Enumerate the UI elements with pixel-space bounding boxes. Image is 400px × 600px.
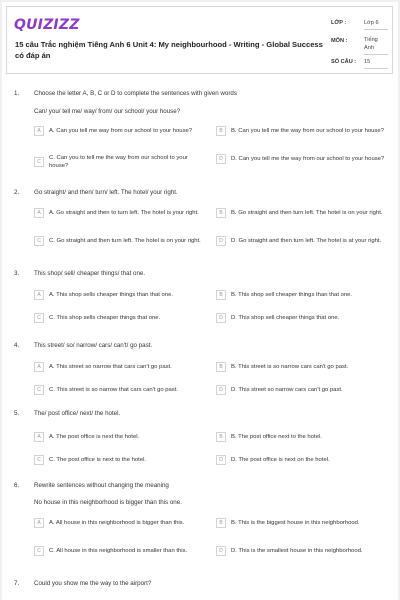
option-text: D. The post office is next on the hotel. (231, 457, 330, 463)
document-page (2, 2, 398, 600)
option-text: D. This is the smallest house in this neighborhood. (231, 548, 363, 554)
option-b[interactable] (216, 290, 392, 300)
option-b[interactable] (216, 362, 392, 372)
option-b[interactable] (216, 126, 388, 136)
option-letter-box: D (216, 236, 226, 246)
option-text: A. This shop sells cheaper things than that one. (49, 292, 173, 298)
option-text: A. The post office is next the hotel. (49, 434, 140, 440)
option-d[interactable] (216, 154, 392, 164)
option-d[interactable] (216, 236, 388, 246)
question-count-value: 15 (364, 58, 388, 69)
option-letter-box: D (216, 154, 226, 164)
option-letter-box: D (216, 455, 226, 465)
option-text: D. Go straight and then turn left. The hotel is at your right. (231, 238, 382, 244)
option-text: B. Can you tell me the way from our school to your house? (231, 128, 384, 134)
option-text: D. This street so narrow cars can't go past. (231, 387, 343, 393)
question-prompt: No house in this neighborhood is bigger than this one. (34, 499, 182, 506)
subject-value: Tiếng Anh (364, 36, 388, 55)
option-letter-box: C (34, 546, 44, 556)
question-text: This street/ so/ narrow/ cars/ can't/ go past. (34, 342, 153, 349)
subject-label: MÔN : (331, 38, 348, 44)
option-b[interactable] (216, 432, 392, 442)
option-letter-box: B (216, 432, 226, 442)
option-b[interactable] (216, 208, 388, 218)
question-number: 6. (14, 482, 20, 489)
option-text: A. All house in this neighborhood is bigger than this. (49, 520, 185, 526)
option-letter-box: D (216, 546, 226, 556)
option-letter-box: C (34, 313, 44, 323)
option-letter-box: C (34, 157, 44, 167)
option-letter-box: B (216, 208, 226, 218)
option-c[interactable] (34, 313, 212, 323)
option-d[interactable] (216, 385, 392, 395)
option-text: B. This street is so narrow cars can't go past. (231, 364, 349, 370)
question-number: 4. (14, 342, 20, 349)
option-c[interactable] (34, 546, 206, 556)
option-letter-box: A (34, 362, 44, 372)
option-text: B. This is the biggest house in this neighborhood. (231, 520, 360, 526)
option-b[interactable] (216, 518, 394, 528)
option-a[interactable] (34, 362, 212, 372)
option-d[interactable] (216, 455, 392, 465)
option-text: B. Go straight and then turn left. The hotel is on your right. (231, 210, 383, 216)
option-text: C. The post office is next to the hotel. (49, 457, 147, 463)
option-letter-box: B (216, 126, 226, 136)
option-letter-box: A (34, 518, 44, 528)
option-text: A. This street so narrow that cars can't go past. (49, 364, 172, 370)
option-text: D. This shop sell cheaper things that one. (231, 315, 340, 321)
option-letter-box: A (34, 432, 44, 442)
question-text: Rewrite sentences without changing the meaning (34, 482, 169, 489)
quizizz-logo: QUIZIZZ (14, 17, 80, 33)
question-count-label: SỐ CÂU : (331, 59, 357, 65)
option-text: C. Can you to tell me the way from our school to your house? (49, 155, 188, 169)
question-text: The/ post office/ next/ the hotel. (34, 410, 121, 417)
option-letter-box: A (34, 208, 44, 218)
question-text: This shop/ sell/ cheaper things/ that one. (34, 270, 146, 277)
option-letter-box: C (34, 236, 44, 246)
document-title: 15 câu Trắc nghiệm Tiếng Anh 6 Unit 4: My neighbourhood - Writing - Global Success có đáp án (15, 40, 323, 60)
option-letter-box: C (34, 385, 44, 395)
option-letter-box: B (216, 362, 226, 372)
option-letter-box: D (216, 385, 226, 395)
question-text: Could you show me the way to the airport? (34, 580, 152, 587)
question-number: 7. (14, 580, 20, 587)
option-letter-box: B (216, 290, 226, 300)
option-letter-box: A (34, 126, 44, 136)
option-letter-box: A (34, 290, 44, 300)
option-a[interactable] (34, 432, 212, 442)
question-number: 2. (14, 189, 20, 196)
option-a[interactable] (34, 518, 206, 528)
option-text: B. This shop sell cheaper things than that one. (231, 292, 353, 298)
option-text: C. This shop sells cheaper things that one. (49, 315, 161, 321)
option-text: C. All house in this neighborhood is smaller than this. (49, 548, 188, 554)
level-label: LỚP : (331, 20, 347, 26)
option-c[interactable] (34, 455, 212, 465)
option-text: C. This street is so narrow that cars can't go past. (49, 387, 179, 393)
level-value: Lớp 6 (364, 19, 388, 30)
question-number: 5. (14, 410, 20, 417)
option-c[interactable] (34, 154, 204, 170)
option-letter-box: C (34, 455, 44, 465)
option-c[interactable] (34, 236, 214, 246)
question-text: Go straight/ and then/ turn/ left. The hotel/ your right. (34, 189, 178, 196)
option-text: D. Can you tell me the way from our school to your house? (231, 156, 385, 162)
question-prompt: Can/ you/ tell me/ way/ from/ our school/ your house? (34, 108, 181, 115)
question-number: 1. (14, 90, 20, 97)
option-a[interactable] (34, 290, 212, 300)
option-letter-box: B (216, 518, 226, 528)
question-text: Choose the letter A, B, C or D to complete the sentences with given words (34, 90, 237, 97)
option-c[interactable] (34, 385, 214, 395)
option-a[interactable] (34, 126, 204, 136)
option-text: C. Go straight and then turn left. The hotel is on your right. (49, 238, 201, 244)
option-text: A. Go straight and then to turn left. The hotel is your right. (49, 210, 199, 216)
option-d[interactable] (216, 313, 392, 323)
option-text: A. Can you tell me way from our school to your house? (49, 128, 193, 134)
option-letter-box: D (216, 313, 226, 323)
option-text: B. The post office next to the hotel. (231, 434, 322, 440)
document-header (6, 6, 393, 74)
option-d[interactable] (216, 546, 396, 556)
question-number: 3. (14, 270, 20, 277)
option-a[interactable] (34, 208, 206, 218)
